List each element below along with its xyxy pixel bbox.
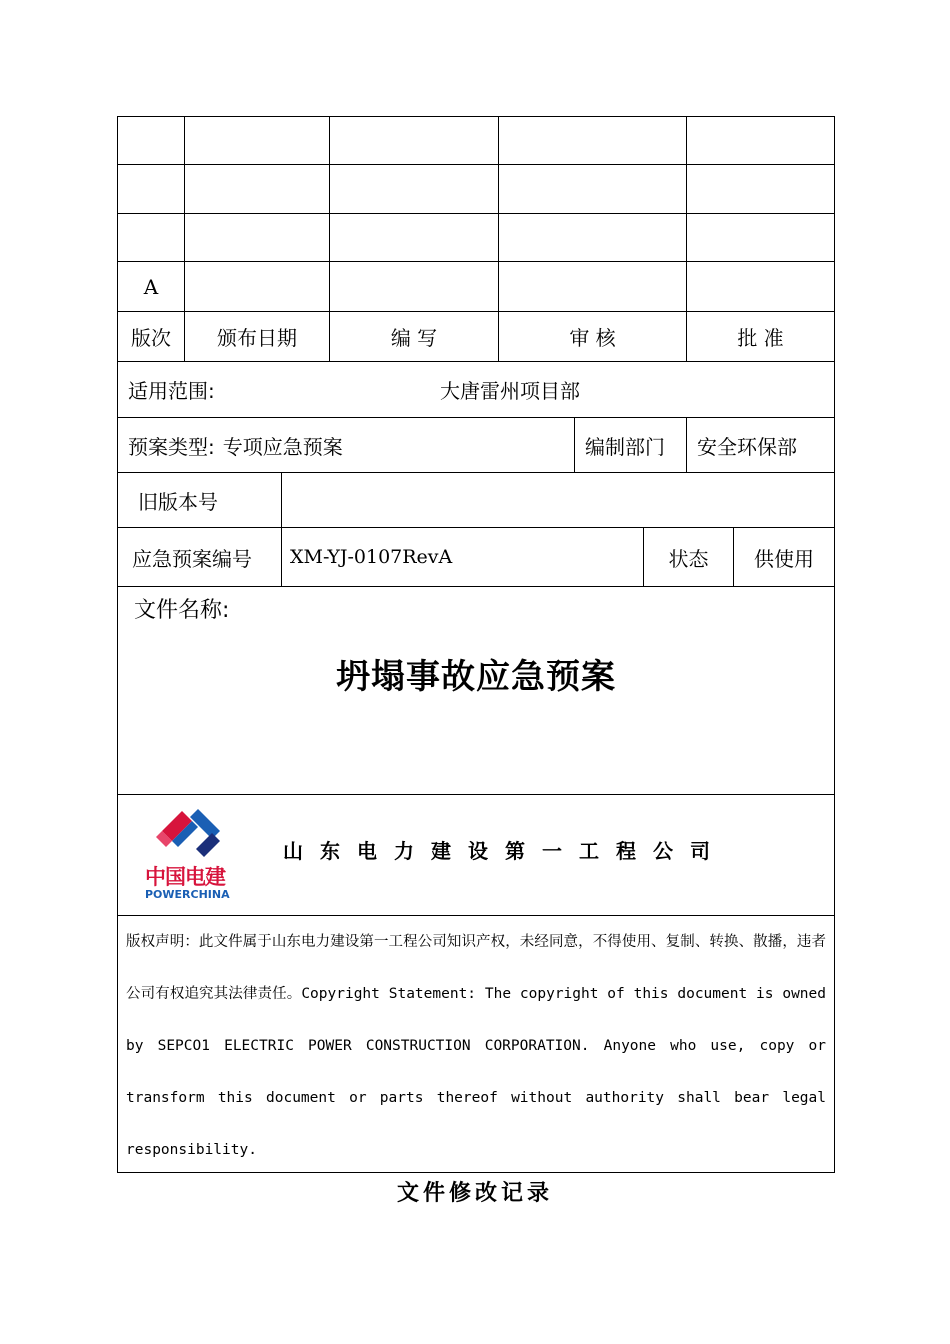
header-version: 版次 [118,312,185,361]
plan-number-label: 应急预案编号 [118,528,282,586]
plan-number-row [118,528,834,587]
revision-cell [118,165,185,213]
revision-cell [499,117,687,164]
dept-value: 安全环保部 [697,434,797,459]
revision-row [118,262,834,312]
status-value: 供使用 [754,546,814,571]
revision-row [118,214,834,262]
header-approve: 批 准 [737,326,784,350]
header-author: 编 写 [330,312,499,361]
revision-row [118,165,834,214]
revision-cell [185,214,330,261]
scope-label: 适用范围: [128,379,215,403]
revision-row [118,117,834,165]
logo-text-en: POWERCHINA [145,888,230,901]
revision-cell [687,117,834,164]
status-label: 状态 [644,528,734,586]
dept-label: 编制部门 [575,418,687,472]
revision-cell [330,214,499,261]
revision-cell [185,165,330,213]
revision-cell [687,214,834,261]
old-version-value [282,473,834,527]
old-version-label: 旧版本号 [118,473,282,527]
document-name-label: 文件名称: [134,598,230,623]
scope-row [118,362,834,418]
revision-cell [687,262,834,311]
revision-cell [185,117,330,164]
plan-number-value: XM-YJ-0107RevA [282,528,644,586]
revision-cell-version: A [118,262,185,311]
plan-type-label: 预案类型: [128,434,215,459]
copyright-text: 版权声明：此文件属于山东电力建设第一工程公司知识产权，未经同意，不得使用、复制、转换、散播，违者公司有权追究其法律责任。Copyright Statement: The copyright of this document is owned by SEPCO1 ELECTRIC POWER CONSTRUCTION CORPORATION. Anyone who use, copy or transform this document or parts thereof without authority shall bear legal responsibility. [126,934,826,1158]
company-name: 山东电力建设第一工程公司 [283,839,727,863]
plan-type-cell [118,418,575,472]
revision-cell [499,262,687,311]
revision-header-row [118,312,834,362]
revision-cell [185,262,330,311]
revision-cell [330,262,499,311]
copyright-block [118,916,834,1172]
powerchina-logo-icon [156,809,226,865]
powerchina-logo [142,809,242,909]
document-title: 坍塌事故应急预案 [336,657,616,697]
revision-cell [499,165,687,213]
document-name-row [118,587,834,795]
document-cover-table [117,116,835,1173]
revision-cell [330,165,499,213]
revision-record-title: 文件修改记录 [396,1181,553,1206]
plan-type-value: 专项应急预案 [222,434,343,459]
logo-text-cn: 中国电建 [145,865,225,889]
revision-cell [330,117,499,164]
plan-type-row [118,418,834,473]
old-version-row [118,473,834,528]
revision-cell [118,117,185,164]
revision-cell [499,214,687,261]
revision-cell [687,165,834,213]
header-release-date: 颁布日期 [185,312,330,361]
company-row [118,795,834,916]
header-review: 审 核 [499,312,687,361]
scope-value: 大唐雷州项目部 [440,379,580,403]
revision-cell [118,214,185,261]
